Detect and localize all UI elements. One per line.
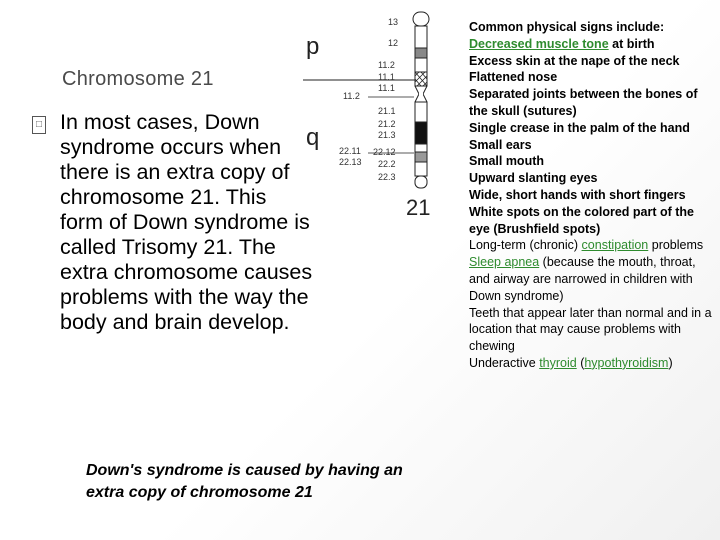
list-item (469, 254, 714, 304)
band-labels-left (339, 91, 362, 167)
list-item: Small mouth (469, 154, 545, 169)
band-label: 21.3 (378, 130, 396, 140)
band-label: 11.2 (378, 60, 395, 70)
list-item: Flattened nose (469, 70, 558, 85)
list-item: Wide, short hands with short fingers (469, 187, 686, 202)
hypothyroidism-link[interactable]: hypothyroidism (584, 355, 669, 370)
band-labels-right (373, 17, 398, 182)
sleep-apnea-link[interactable]: Sleep apnea (469, 255, 540, 270)
chromosome-number: 21 (406, 195, 431, 218)
band-label: 22.3 (378, 172, 396, 182)
decreased-muscle-tone-link[interactable]: Decreased muscle tone (469, 36, 609, 51)
list-item: White spots on the colored part of the eye (Brushfield spots) (469, 204, 694, 236)
list-item: Single crease in the palm of the hand (469, 120, 690, 135)
list-item-text: ) (668, 355, 673, 370)
list-intro: Common physical signs include: (469, 20, 665, 34)
list-item (469, 36, 714, 53)
p-arm-label: p (306, 33, 320, 60)
chromosome-body (413, 12, 429, 188)
band-label: 22.13 (339, 157, 362, 167)
list-item (469, 237, 714, 254)
band-label: 21.1 (378, 106, 396, 116)
thyroid-link[interactable]: thyroid (539, 355, 577, 370)
band-label: 22.11 (339, 146, 361, 156)
list-item: Teeth that appear later than normal and in a location that may cause problems with chewing (469, 305, 712, 354)
band-label: 12 (388, 38, 399, 48)
constipation-link[interactable]: constipation (581, 238, 649, 253)
list-item (469, 355, 714, 372)
band-label: 11.1 (378, 72, 395, 82)
band-label: 13 (388, 17, 399, 27)
band-label: 22.2 (378, 159, 396, 169)
q-arm-label: q (306, 124, 320, 151)
list-item: Small ears (469, 137, 532, 152)
band-label: 11.1 (378, 83, 395, 93)
list-item: Upward slanting eyes (469, 171, 598, 186)
list-item-text: ( (576, 355, 585, 370)
band-label: 22.12 (373, 147, 396, 157)
body-text: In most cases, Down syndrome occurs when there is an extra copy of chromosome 21. This form of Down syndrome is called Trisomy 21. The extra chromosome causes problems with the way the body and brain develop. (60, 110, 313, 334)
list-item: Separated joints between the bones of the skull (sutures) (469, 87, 698, 118)
chromosome-21-ideogram (298, 8, 458, 218)
list-item-text: (because the mouth, throat, and airway are narrowed in children with Down syndrome) (469, 255, 696, 303)
band-label: 11.2 (343, 91, 360, 101)
list-item-text: at birth (608, 36, 655, 51)
physical-signs-list (469, 19, 714, 372)
band-label: 21.2 (378, 119, 396, 129)
slide-title: Chromosome 21 (62, 68, 214, 90)
caption: Down's syndrome is caused by having an extra copy of chromosome 21 (86, 462, 403, 501)
list-item-text: Underactive (469, 355, 540, 370)
list-item: Excess skin at the nape of the neck (469, 53, 680, 68)
list-item-text: problems (648, 238, 704, 253)
bullet-marker: □ (32, 116, 46, 134)
list-item-text: Long-term (chronic) (469, 238, 582, 253)
